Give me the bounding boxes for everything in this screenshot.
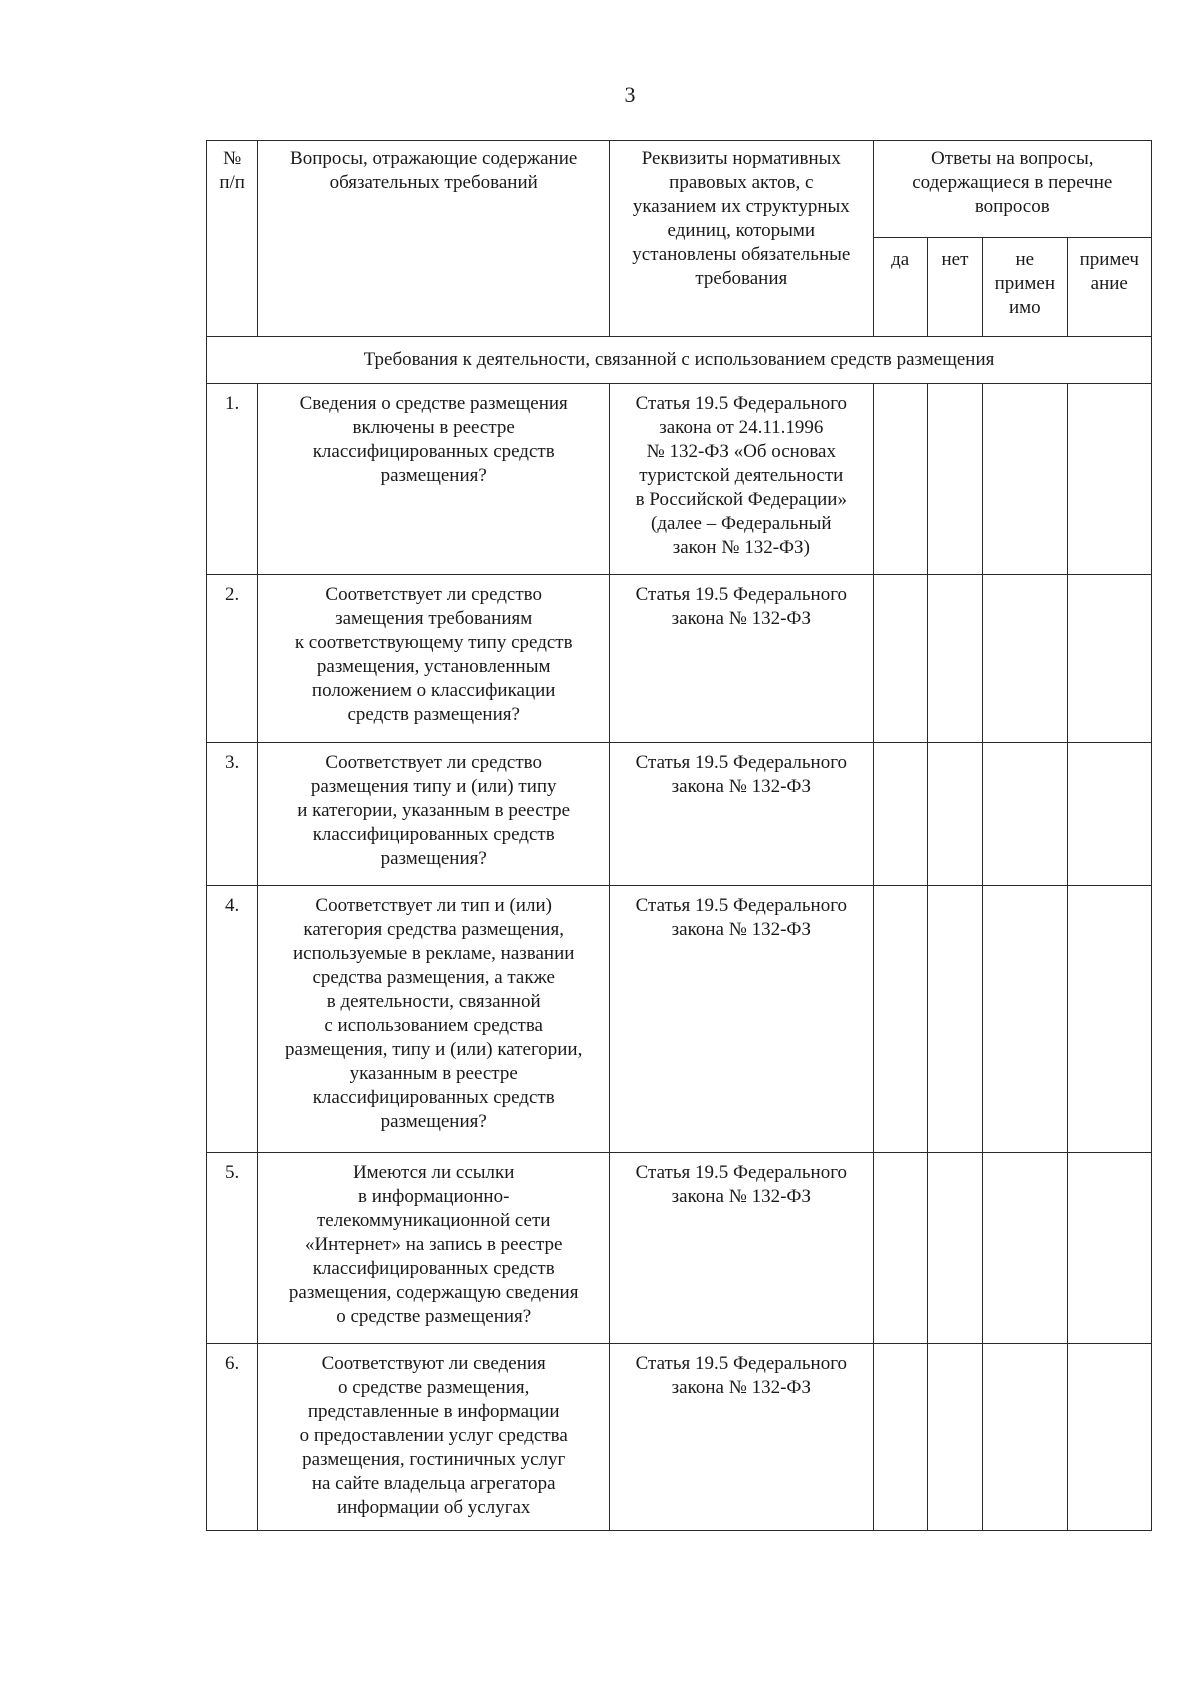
answer-no-cell[interactable] [927, 1344, 982, 1531]
answer-not-applicable-cell[interactable] [983, 1153, 1067, 1344]
answer-yes-cell[interactable] [873, 1153, 927, 1344]
table-row [207, 575, 1152, 743]
answer-note-cell[interactable] [1067, 575, 1151, 743]
answer-no-cell[interactable] [927, 384, 982, 575]
row-number: 5. [207, 1153, 258, 1344]
row-question: Соответствует ли тип и (или) категория средства размещения, используемые в рекламе, названии средства размещения, а также в деятельности, связанной с использованием средства размещения, типу и (или) категории, указанным в реестре классифицированных средств размещения? [258, 886, 610, 1153]
answer-yes-cell[interactable] [873, 384, 927, 575]
table-row [207, 1344, 1152, 1531]
answer-yes-cell[interactable] [873, 1344, 927, 1531]
header-not-applicable: не примен имо [983, 238, 1067, 337]
answer-note-cell[interactable] [1067, 1153, 1151, 1344]
answer-no-cell[interactable] [927, 575, 982, 743]
row-question: Сведения о средстве размещения включены в реестре классифицированных средств размещения? [258, 384, 610, 575]
header-num: № п/п [207, 141, 258, 337]
section-title: Требования к деятельности, связанной с использованием средств размещения [207, 337, 1152, 384]
row-question: Соответствует ли средство замещения требованиям к соответствующему типу средств размещения, установленным положением о классификации средств размещения? [258, 575, 610, 743]
answer-note-cell[interactable] [1067, 384, 1151, 575]
answer-not-applicable-cell[interactable] [983, 384, 1067, 575]
answer-not-applicable-cell[interactable] [983, 1344, 1067, 1531]
page-number: 3 [624, 82, 636, 107]
row-reference: Статья 19.5 Федерального закона № 132-ФЗ [610, 1153, 873, 1344]
answer-note-cell[interactable] [1067, 1344, 1151, 1531]
row-reference: Статья 19.5 Федерального закона № 132-ФЗ [610, 575, 873, 743]
answer-yes-cell[interactable] [873, 743, 927, 886]
row-reference: Статья 19.5 Федерального закона № 132-ФЗ [610, 743, 873, 886]
row-number: 6. [207, 1344, 258, 1531]
section-row [207, 337, 1152, 384]
row-reference: Статья 19.5 Федерального закона № 132-ФЗ [610, 886, 873, 1153]
table-row [207, 1153, 1152, 1344]
row-reference: Статья 19.5 Федерального закона № 132-ФЗ [610, 1344, 873, 1531]
answer-note-cell[interactable] [1067, 886, 1151, 1153]
table-header-row [207, 141, 1152, 238]
table-row [207, 886, 1152, 1153]
answer-note-cell[interactable] [1067, 743, 1151, 886]
header-no: нет [927, 238, 982, 337]
answer-no-cell[interactable] [927, 886, 982, 1153]
row-number: 2. [207, 575, 258, 743]
row-reference: Статья 19.5 Федерального закона от 24.11.1996 № 132-ФЗ «Об основах туристской деятельности в Российской Федерации» (далее – Федеральный закон № 132-ФЗ) [610, 384, 873, 575]
checklist-table [206, 140, 1152, 1531]
table-row [207, 743, 1152, 886]
answer-not-applicable-cell[interactable] [983, 886, 1067, 1153]
row-number: 3. [207, 743, 258, 886]
header-reference: Реквизиты нормативных правовых актов, с указанием их структурных единиц, которыми установлены обязательные требования [610, 141, 873, 337]
row-number: 1. [207, 384, 258, 575]
table-row [207, 384, 1152, 575]
header-note: примеч ание [1067, 238, 1151, 337]
row-question: Соответствует ли средство размещения типу и (или) типу и категории, указанным в реестре классифицированных средств размещения? [258, 743, 610, 886]
answer-not-applicable-cell[interactable] [983, 575, 1067, 743]
answer-not-applicable-cell[interactable] [983, 743, 1067, 886]
header-yes: да [873, 238, 927, 337]
row-number: 4. [207, 886, 258, 1153]
header-answers: Ответы на вопросы, содержащиеся в перечне вопросов [873, 141, 1151, 238]
answer-yes-cell[interactable] [873, 886, 927, 1153]
answer-no-cell[interactable] [927, 743, 982, 886]
header-question: Вопросы, отражающие содержание обязательных требований [258, 141, 610, 337]
row-question: Имеются ли ссылки в информационно- телекоммуникационной сети «Интернет» на запись в реестре классифицированных средств размещения, содержащую сведения о средстве размещения? [258, 1153, 610, 1344]
answer-yes-cell[interactable] [873, 575, 927, 743]
answer-no-cell[interactable] [927, 1153, 982, 1344]
row-question: Соответствуют ли сведения о средстве размещения, представленные в информации о предоставлении услуг средства размещения, гостиничных услуг на сайте владельца агрегатора информации об услугах [258, 1344, 610, 1531]
